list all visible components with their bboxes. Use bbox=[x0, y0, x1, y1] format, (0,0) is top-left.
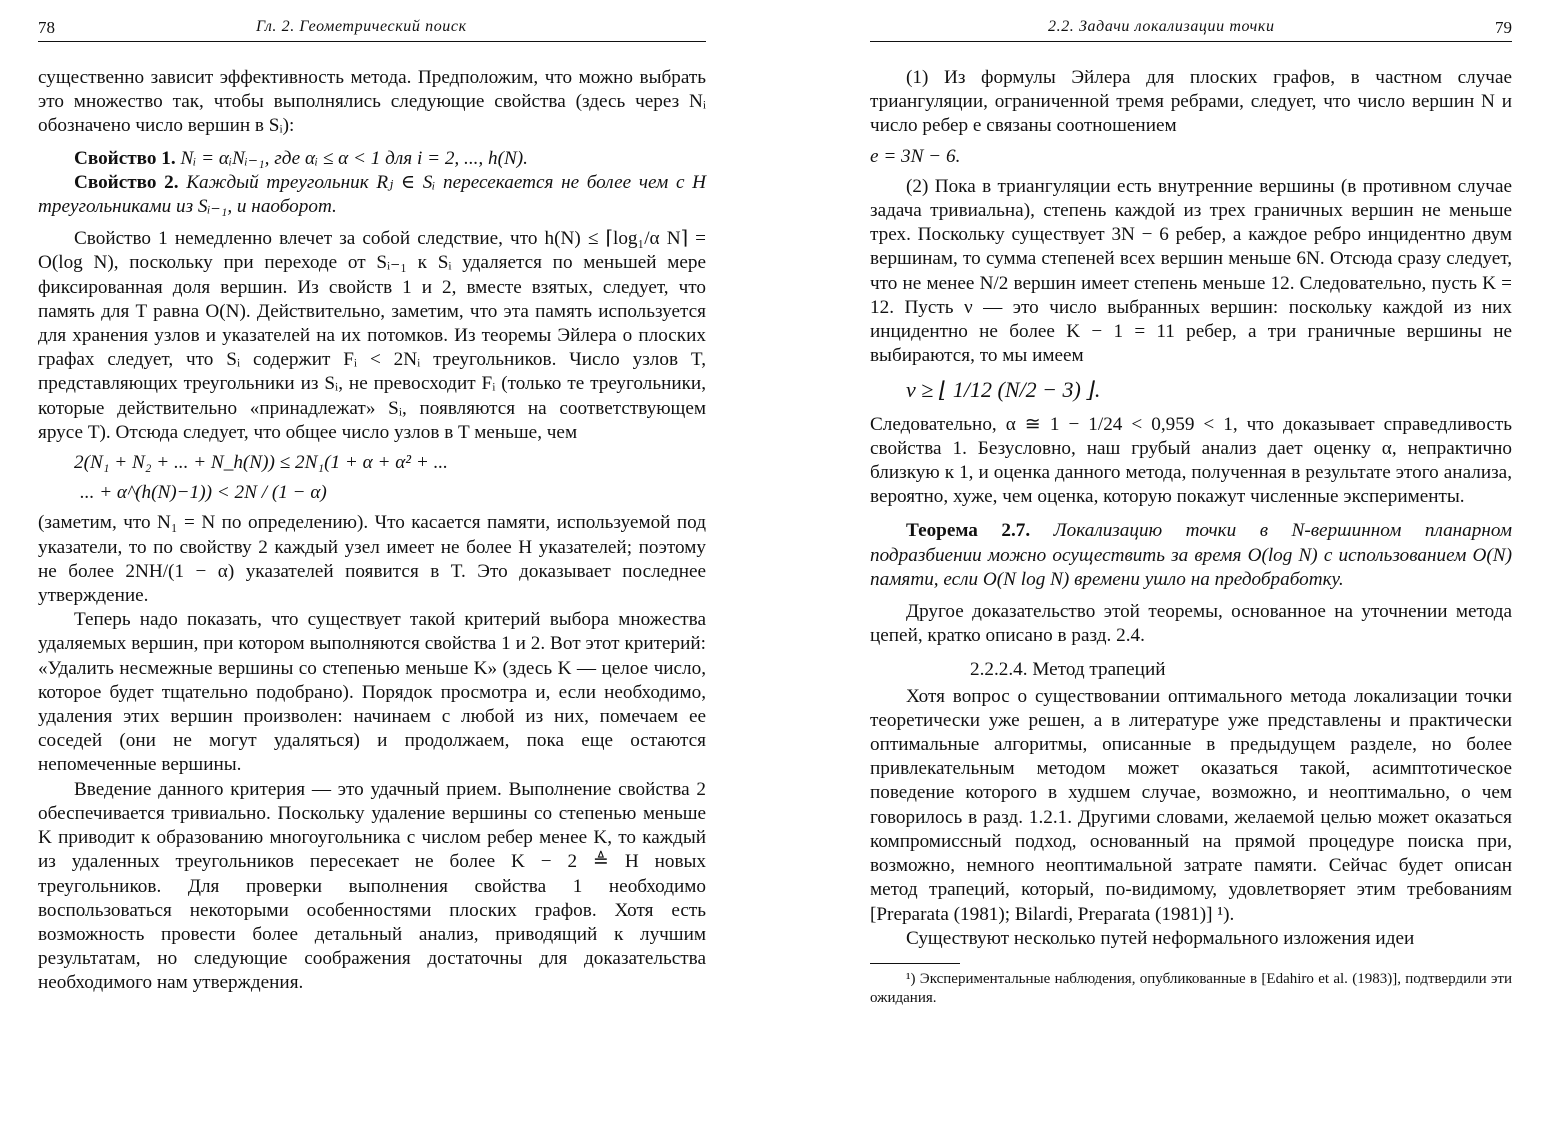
left-text-column bbox=[38, 66, 706, 996]
right-page bbox=[778, 0, 1556, 1135]
right-paragraph-2: (2) Пока в триангуляции есть внутренние вершины (в противном случае задача тривиальна), степень каждой из трех граничных вершин не меньше трех. Поскольку существует 3N − 6 ребер, а каждое ребро инцидентно двум вершинам, то сумма степеней всех вершин меньше 6N. Отсюда сразу следует, что не менее N/2 вершин имеет степень меньше 12. Следовательно, пусть K = 12. Пусть ν — это число выбранных вершин: поскольку каждой из них инцидентно не более K − 1 = 11 ребер, а три граничные вершины не выбираются, то мы имеем bbox=[870, 175, 1512, 367]
formula-sum-line-1: 2(N₁ + N₂ + ... + N_h(N)) ≤ 2N₁(1 + α + α² + ... bbox=[74, 452, 448, 474]
right-page-header bbox=[870, 18, 1512, 42]
left-paragraph-1: существенно зависит эффективность метода. Предположим, что можно выбрать это множество так, чтобы выполнялись следующие свойства (здесь через Nᵢ обозначено число вершин в Sᵢ): bbox=[38, 67, 706, 137]
footnote-rule bbox=[870, 963, 960, 964]
property-2 bbox=[38, 171, 706, 219]
left-header-rule bbox=[38, 41, 706, 42]
left-paragraph-4: Теперь надо показать, что существует такой критерий выбора множества удаляемых вершин, при котором выполняются свойства 1 и 2. Вот этот критерий: «Удалить несмежные вершины со степенью меньше K» (здесь K — целое число, которое будет тщательно подобрано). Порядок просмотра и, если необходимо, удаления этих вершин произволен: начинаем с любой из них, помечаем ее соседей (они не могут удаляться) и продолжаем, пока еще остаются непомеченные вершины. bbox=[38, 609, 706, 776]
property-1-text: Nᵢ = αᵢNᵢ₋₁, где αᵢ ≤ α < 1 для i = 2, ..., h(N). bbox=[180, 147, 528, 169]
right-text-column bbox=[870, 66, 1512, 1008]
footnote: ¹) Экспериментальные наблюдения, опубликованные в [Edahiro et al. (1983)], подтвердили эти ожидания. bbox=[870, 970, 1512, 1006]
formula-euler: e = 3N − 6. bbox=[870, 145, 961, 167]
right-page-number: 79 bbox=[1495, 18, 1512, 37]
property-1 bbox=[38, 147, 706, 171]
theorem-label: Теорема 2.7. bbox=[906, 520, 1031, 542]
right-header-rule bbox=[870, 41, 1512, 42]
left-paragraph-3: (заметим, что N₁ = N по определению). Что касается памяти, используемой под указатели, то по свойству 2 каждый узел имеет не более H указателей; поэтому не более 2NH/(1 − α) указателей появится в T. Это доказывает последнее утверждение. bbox=[38, 512, 706, 607]
right-paragraph-1: (1) Из формулы Эйлера для плоских графов, в частном случае триангуляции, ограниченной тремя ребрами, следует, что число вершин N и число ребер e связаны соотношением bbox=[870, 67, 1512, 137]
property-2-label: Свойство 2. bbox=[74, 171, 179, 193]
right-paragraph-5: Хотя вопрос о существовании оптимального метода локализации точки теоретически уже решен, а в литературе уже представлены и практически оптимальные алгоритмы, описанные в предыдущем разделе, но более привлекательным методом может оказаться такой, асимптотическое поведение которого в худшем случае, возможно, и неоптимально, о чем говорилось в разд. 1.2.1. Другими словами, желаемой целью может оказаться компромиссный подход, основанный на прямой процедуре поиска при, возможно, немного неоптимальной затрате памяти. Сейчас будет описан метод трапеций, который, по-видимому, удовлетворяет этим требованиям [Preparata (1981); Bilardi, Preparata (1981)] ¹). bbox=[870, 685, 1512, 925]
left-running-head: Гл. 2. Геометрический поиск bbox=[256, 18, 467, 35]
right-paragraph-3: Следовательно, α ≅ 1 − 1/24 < 0,959 < 1, что доказывает справедливость свойства 1. Безусловно, наш грубый анализ дает оценку α, непрактично близкую к 1, и оценка данного метода, полученная в результате этого анализа, вероятно, хуже, чем оценка, которую покажут численные эксперименты. bbox=[870, 413, 1512, 508]
property-2-text: Каждый треугольник Rⱼ ∈ Sᵢ пересекается не более чем с H треугольниками из Sᵢ₋₁, и наоборот. bbox=[38, 171, 707, 218]
right-running-head: 2.2. Задачи локализации точки bbox=[1048, 18, 1275, 35]
theorem-2-7 bbox=[870, 519, 1512, 592]
left-paragraph-2: Свойство 1 немедленно влечет за собой следствие, что h(N) ≤ ⌈log₁/α N⌉ = O(log N), поскольку при переходе от Sᵢ₋₁ к Sᵢ удаляется по меньшей мере фиксированная доля вершин. Из свойств 1 и 2, вместе взятых, следует, что память для T равна O(N). Действительно, заметим, что эта память используется для хранения узлов и указателей на их потомков. Из теоремы Эйлера о плоских графах следует, что Sᵢ содержит Fᵢ < 2Nᵢ треугольников. Число узлов T, представляющих треугольники из Sᵢ, не превосходит Fᵢ (только те треугольники, которые действительно «принадлежат» Sᵢ, появляются на соответствующем ярусе T). Отсюда следует, что общее число узлов в T меньше, чем bbox=[38, 228, 706, 443]
section-heading: 2.2.2.4. Метод трапеций bbox=[970, 659, 1166, 681]
left-page-number: 78 bbox=[38, 18, 55, 37]
left-paragraph-5: Введение данного критерия — это удачный прием. Выполнение свойства 2 обеспечивается тривиально. Поскольку удаление вершины со степенью меньше K приводит к образованию многоугольника с числом ребер менее K, то каждый из удаленных треугольников пересекает не более K − 2 ≜ H новых треугольников. Для проверки выполнения свойства 1 необходимо воспользоваться некоторыми особенностями плоских графов. Хотя есть возможность провести более детальный анализ, приводящий к лучшим результатам, но следующие соображения достаточны для доказательства необходимого нам утверждения. bbox=[38, 778, 706, 994]
property-1-label: Свойство 1. bbox=[74, 147, 176, 169]
formula-nu: ν ≥ ⌊ 1/12 (N/2 − 3) ⌋. bbox=[906, 377, 1101, 403]
formula-sum-line-2: ... + α^(h(N)−1)) < 2N / (1 − α) bbox=[80, 482, 327, 504]
right-paragraph-4: Другое доказательство этой теоремы, основанное на уточнении метода цепей, кратко описано в разд. 2.4. bbox=[870, 601, 1512, 647]
theorem-text: Локализацию точки в N-вершинном планарном подразбиении можно осуществить за время O(log N) с использованием O(N) памяти, если O(N log N) времени ушло на предобработку. bbox=[870, 520, 1512, 590]
left-page-header bbox=[38, 18, 706, 42]
right-paragraph-6: Существуют несколько путей неформального изложения идеи bbox=[906, 927, 1415, 949]
